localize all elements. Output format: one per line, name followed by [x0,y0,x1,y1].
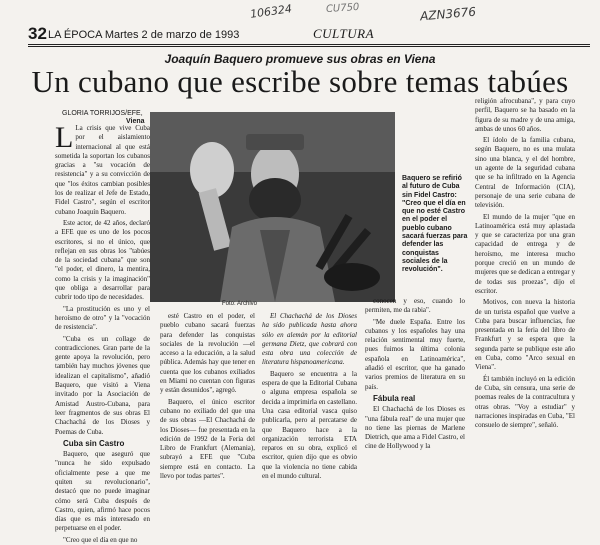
article-column-3 [262,312,357,481]
paragraph: Él también incluyó en la edición de Cuba, sin censura, una serie de poemas reales de la contracultura y otras obras. "Voy a estudiar" y narraciones inspiradas en Cuba, "El consuelo de siempre", señaló. [475,374,575,430]
paragraph: Baquero, que aseguró que "nunca he sido expulsado oficialmente pese a que me quiten su revolucionario", destacó que no puede imaginar cómo será Cuba después de Castro, quien, afirmó hace pocos días que es más interesado en perpetuarse en el poder. [55,450,150,533]
page-number: 32 [28,24,47,43]
paragraph: El mundo de la mujer "que en Latinoamérica está muy aplastada y que se caracteriza por una gran capacidad de entrega y de heroísmo, me interesa mucho porque creció en un mundo de mujeres que se dedican a entregar y de todas sus proezas", dijo el escritor. [475,212,575,295]
handwritten-archive-mark-right: AZN3676 [419,4,477,24]
subhead-cuba-sin-castro: Cuba sin Castro [63,438,125,448]
paragraph: El Chachachá de los Dioses ha sido publicada hasta ahora sólo en alemán por la editorial germana Dietz, que cobrará con esta obra una colección de literatura hispanoamericana. [262,312,357,367]
article-kicker: Joaquín Baquero promueve sus obras en Viena [164,52,436,66]
photo-caption: Baquero se refirió al futuro de Cuba sin Fidel Castro: "Creo que el día en que no esté Castro en el poder el pueblo cubano sacará fuerzas para defender las conquistas sociales de la revolución". [402,175,468,274]
header-rule [28,44,590,45]
article-dateline: Viena [126,118,145,125]
article-column-1 [55,121,150,544]
paragraph: Este actor, de 42 años, declaró a EFE que es uno de los pocos escritores, si no el único, que reflejan en sus obras los "tabúes de la sociedad cubana" que son "el poder, el dinero, la mentira, como la crisis y la imaginación" que obliga a desarrollar para cubrir todo tipo de necesidades. [55,218,150,302]
newspaper-name-date: LA ÉPOCA Martes 2 de marzo de 1993 [48,29,240,41]
photo-credit: Foto: Archivo [222,301,258,307]
paragraph: esté Castro en el poder, el pueblo cubano sacará fuerzas para defender las conquistas sociales de la revolución —el acceso a la educación, a la salud pública. Además hay que tener en cuenta que los cubanos exiliados en Miami no cuentan con figuras y están desunidos", agregó. [160,312,255,395]
header-rule-thin [28,46,590,47]
article-byline: GLORIA TORRIJOS/EFE, [62,110,143,117]
subhead-fabula-real: Fábula real [373,393,416,403]
article-column-5 [475,97,575,443]
handwritten-archive-mark-left: 106324 [249,2,293,21]
paragraph: Motivos, con nueva la historia de un turista español que vuelve a Cuba para buscar influencias, fue presentada en la feria del libro de Frankfurt y se espera que la segunda parte se publique este año en Cuba, como "Arco sexual en Viena". [475,298,575,372]
section-title: CULTURA [313,26,375,41]
paragraph: "Creo que el día en que no [63,535,138,544]
paragraph: Baquero se encuentra a la espera de que la Editorial Cubana o alguna empresa española se decida a imprimirla en castellano. Una casa editorial vasca quiso publicarla, pero al percatarse de que Baquero hace a la organización terrorista ETA reparos en su obra, explicó el escritor, quien dijo que es obvio que la violencia no tiene cabida en el mundo cultural. [262,369,357,481]
paragraph: L La crisis que vive Cuba por el aislamiento internacional al que está sometida la soportan los cubanos gracias a "su vocación de resistencia" y a su convicción de que "los éxitos cambian posibles los de realizar el Jefe de Estado, Fidel Castro", según el escritor cubano Joaquín Baquero. [55,121,150,216]
paragraph: conocen y eso, cuando lo permiten, me da rabia". [365,297,465,315]
paragraph: El ídolo de la familia cubana, según Baquero, no es una mulata sino una blanca, y el del hombre, un agente de la seguridad cubana que se ha infiltrado en la Agencia Central de Información (CIA), personaje de una serie cubana de televisión. [475,136,575,210]
paragraph: "Cuba es un collage de contradicciones. Gran parte de la gente apoya la revolución, pero también hay muchos jóvenes que idealizan el capitalismo", añadió Baquero, que visitó a Viena invitado por la Asociación de Amistad Austro-Cubana, para leer fragmentos de sus obras El Chachachá de los Dioses y Poemas de Cuba. [55,334,150,436]
paragraph: "Me duele España. Entre los cubanos y los españoles hay una relación sentimental muy fuerte, pues fuimos la última colonia española en Latinoamérica", añadió el escritor, que ha ganado varios premios de literatura en su país. [365,317,465,391]
paragraph: Baquero, el único escritor cubano no exiliado del que una de sus obras —El Chachachá de los Dioses— fue presentada en la edición de 1992 de la Feria del Libro de Frankfurt (Alemania), subrayó a EFE que "Cuba siempre está en contacto. La llevo por todas partes". [160,397,255,481]
article-photo [150,112,395,302]
paragraph: El Chachachá de los Dioses es "una fábula real" de una mujer que no tiene las piernas de Marlene Dietrich, que ama a Fidel Castro, el cine de Hollywood y la [365,405,465,451]
handwritten-archive-mark-mid: CU750 [325,1,360,16]
photo-fidel-castro [150,112,395,302]
paragraph: "La prostitución es uno y el heroísmo de otro" y la "vocación de resistencia". [55,304,150,332]
article-column-4 [365,297,465,451]
article-column-2 [160,312,255,481]
page-header [28,24,590,43]
paragraph: religión afrocubana", y para cuyo perfil, Baquero se ha basado en la figura de su madre y de una amiga, ambas de unos 60 años. [475,97,575,133]
article-headline: Un cubano que escribe sobre temas tabúes [31,64,569,99]
